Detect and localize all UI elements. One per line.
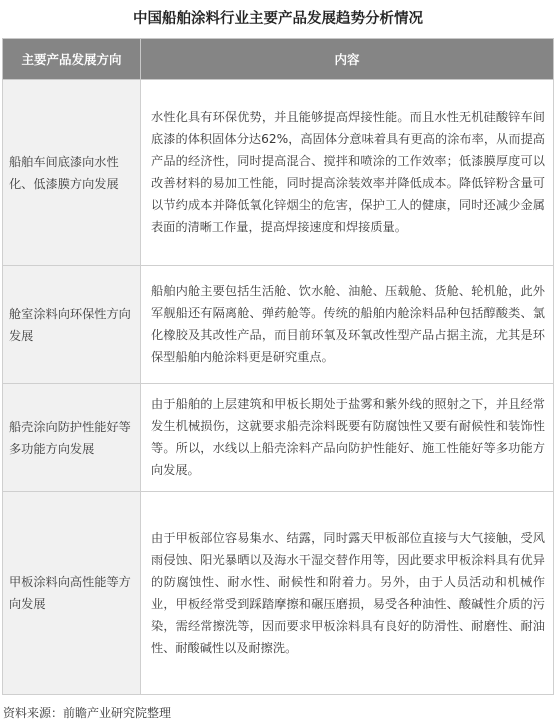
table-header-row	[3, 39, 554, 80]
table-row	[3, 384, 554, 492]
direction-cell: 甲板涂料向高性能等方向发展	[3, 492, 141, 695]
table-row	[3, 266, 554, 384]
content-cell: 由于甲板部位容易集水、结露，同时露天甲板部位直接与大气接触，受风雨侵蚀、阳光暴晒以及海水干湿交替作用等，因此要求甲板涂料具有优异的防腐蚀性、耐水性、耐候性和附着力。另外，由于人员活动和机械作业，甲板经常受到踩踏摩擦和碾压磨损，易受各种油性、酸碱性介质的污染，需经常擦洗等，因而要求甲板涂料具有良好的防滑性、耐磨性、耐油性、耐酸碱性以及耐擦洗。	[141, 492, 554, 695]
content-cell: 水性化具有环保优势，并且能够提高焊接性能。而且水性无机硅酸锌车间底漆的体积固体分达62%，高固体分意味着具有更高的涂布率，从而提高产品的经济性，同时提高混合、搅拌和喷涂的工作效率；低漆膜厚度可以改善材料的易加工性能，同时提高涂装效率并降低成本。降低锌粉含量可以节约成本并降低氧化锌烟尘的危害，保护工人的健康，同时还减少金属表面的清晰工作量，提高焊接速度和焊接质量。	[141, 80, 554, 266]
page-title: 中国船舶涂料行业主要产品发展趋势分析情况	[133, 11, 423, 27]
trend-table	[2, 38, 554, 695]
content-cell: 船舶内舱主要包括生活舱、饮水舱、油舱、压载舱、货舱、轮机舱，此外军舰船还有隔离舱、弹药舱等。传统的船舶内舱涂料品种包括醇酸类、氯化橡胶及其改性产品，而目前环氧及环氧改性型产品占据主流，尤其是环保型船舶内舱涂料更是研究重点。	[141, 266, 554, 384]
table-row	[3, 80, 554, 266]
direction-cell: 船壳涂向防护性能好等多功能方向发展	[3, 384, 141, 492]
direction-cell: 船舶车间底漆向水性化、低漆膜方向发展	[3, 80, 141, 266]
header-content: 内容	[141, 39, 554, 80]
direction-cell: 舱室涂料向环保性方向发展	[3, 266, 141, 384]
header-direction: 主要产品发展方向	[3, 39, 141, 80]
source-note: 资料来源：前瞻产业研究院整理	[3, 706, 172, 720]
table-row	[3, 492, 554, 695]
content-cell: 由于船舶的上层建筑和甲板长期处于盐雾和紫外线的照射之下，并且经常发生机械损伤，这就要求船壳涂料既要有防腐蚀性又要有耐候性和装饰性等。所以，水线以上船壳涂料产品向防护性能好、施工性能好等多功能方向发展。	[141, 384, 554, 492]
